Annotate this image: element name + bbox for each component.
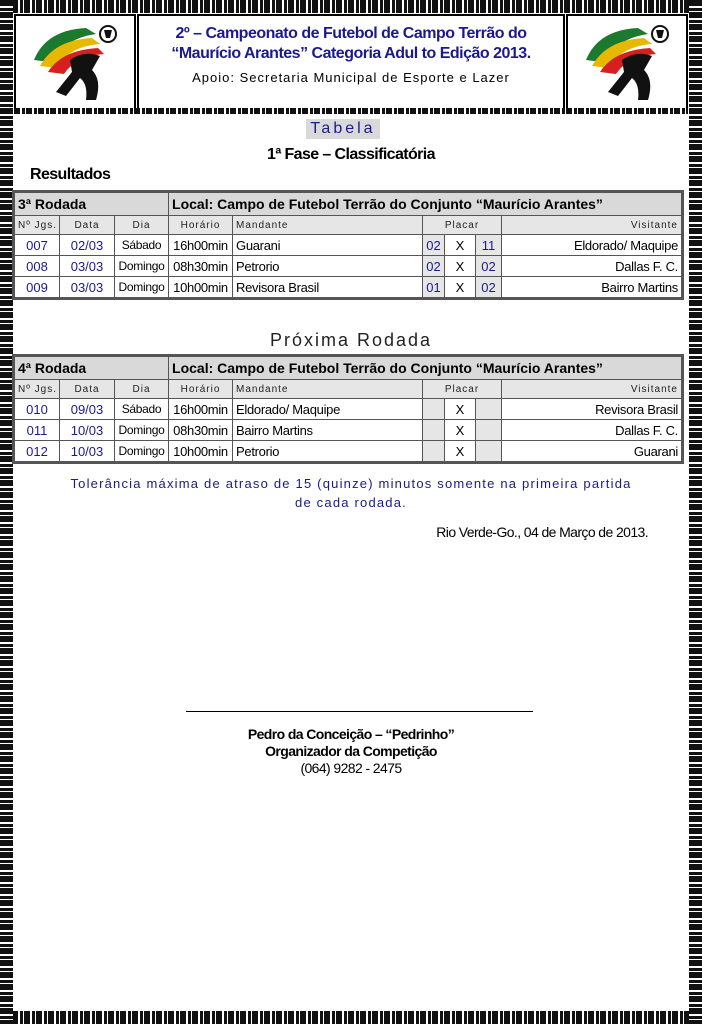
header-title-box [137,14,565,110]
round4-label: 4ª Rodada [15,357,169,380]
game-number: 009 [15,277,60,298]
col-data: Data [60,216,115,235]
away-team: Dallas F. C. [502,256,682,277]
soccer-player-logo-icon [26,20,126,106]
round3-label: 3ª Rodada [15,193,169,216]
header-divider [14,108,688,114]
decorative-border-top [0,0,702,13]
table-row [15,235,682,256]
table-row [15,277,682,298]
col-visitante: Visitante [502,216,682,235]
game-time: 16h00min [169,399,233,420]
decorative-border-bottom [0,1011,702,1024]
game-day: Domingo [115,277,169,298]
round3-local: Local: Campo de Futebol Terrão do Conjunto “Maurício Arantes” [169,193,682,216]
game-time: 10h00min [169,277,233,298]
home-score-empty [423,399,445,420]
home-team: Eldorado/ Maquipe [233,399,423,420]
game-number: 011 [15,420,60,441]
away-team: Revisora Brasil [502,399,682,420]
proxima-rodada-title: Próxima Rodada [269,330,433,350]
game-day: Sábado [115,399,169,420]
tolerance-note: Tolerância máxima de atraso de 15 (quinze) minutos somente na primeira partida de cada rodada. [70,476,632,510]
round4-column-headers [15,380,682,399]
logo-left [14,14,136,110]
game-day: Domingo [115,256,169,277]
col-horario: Horário [169,216,233,235]
home-score: 01 [423,277,445,298]
table-row [15,256,682,277]
game-day: Sábado [115,235,169,256]
game-date: 03/03 [60,256,115,277]
tabela-title: Tabela [306,119,380,139]
game-number: 008 [15,256,60,277]
score-x: X [445,277,476,298]
resultados-label: Resultados [30,166,111,183]
round4-table [12,354,684,464]
away-score: 11 [476,235,502,256]
score-x: X [445,235,476,256]
round3-column-headers [15,216,682,235]
score-x: X [445,256,476,277]
game-time: 08h30min [169,256,233,277]
game-time: 16h00min [169,235,233,256]
away-score-empty [476,399,502,420]
header-support-line: Apoio: Secretaria Municipal de Esporte e Lazer [192,70,510,85]
signature-line [186,711,533,712]
score-x: X [445,441,476,462]
game-time: 10h00min [169,441,233,462]
home-score: 02 [423,256,445,277]
game-date: 02/03 [60,235,115,256]
home-team: Guarani [233,235,423,256]
home-team: Bairro Martins [233,420,423,441]
away-score-empty [476,441,502,462]
game-day: Domingo [115,420,169,441]
away-team: Dallas F. C. [502,420,682,441]
home-score-empty [423,441,445,462]
away-score: 02 [476,256,502,277]
col-jogos: Nº Jgs. [15,216,60,235]
game-number: 012 [15,441,60,462]
home-score: 02 [423,235,445,256]
home-team: Petrorio [233,256,423,277]
date-line: Rio Verde-Go., 04 de Março de 2013. [436,524,648,540]
col-mandante: Mandante [233,380,423,399]
col-mandante: Mandante [233,216,423,235]
game-date: 10/03 [60,441,115,462]
col-dia: Dia [115,380,169,399]
col-visitante: Visitante [502,380,682,399]
home-team: Petrorio [233,441,423,462]
away-team: Bairro Martins [502,277,682,298]
signature-role: Organizador da Competição [265,743,437,759]
col-horario: Horário [169,380,233,399]
col-placar: Placar [423,380,502,399]
header-title-line1: 2º – Campeonato de Futebol de Campo Terrão do [175,25,527,42]
round3-header-row [15,193,682,216]
home-team: Revisora Brasil [233,277,423,298]
fase-title: 1ª Fase – Classificatória [267,146,435,163]
table-row [15,420,682,441]
signature-phone: (064) 9282 - 2475 [300,760,402,776]
game-number: 007 [15,235,60,256]
game-date: 03/03 [60,277,115,298]
game-time: 08h30min [169,420,233,441]
score-x: X [445,399,476,420]
table-row [15,399,682,420]
away-team: Guarani [502,441,682,462]
game-date: 09/03 [60,399,115,420]
round4-local: Local: Campo de Futebol Terrão do Conjunto “Maurício Arantes” [169,357,682,380]
col-data: Data [60,380,115,399]
game-number: 010 [15,399,60,420]
game-date: 10/03 [60,420,115,441]
col-jogos: Nº Jgs. [15,380,60,399]
round4-header-row [15,357,682,380]
away-score-empty [476,420,502,441]
away-team: Eldorado/ Maquipe [502,235,682,256]
table-row [15,441,682,462]
signature-name: Pedro da Conceição – “Pedrinho” [247,726,455,742]
round3-table [12,190,684,300]
logo-right [566,14,688,110]
soccer-player-logo-icon [578,20,678,106]
score-x: X [445,420,476,441]
game-day: Domingo [115,441,169,462]
col-placar: Placar [423,216,502,235]
col-dia: Dia [115,216,169,235]
home-score-empty [423,420,445,441]
away-score: 02 [476,277,502,298]
header-title-line2: “Maurício Arantes” Categoria Adul to Edição 2013. [171,45,531,62]
